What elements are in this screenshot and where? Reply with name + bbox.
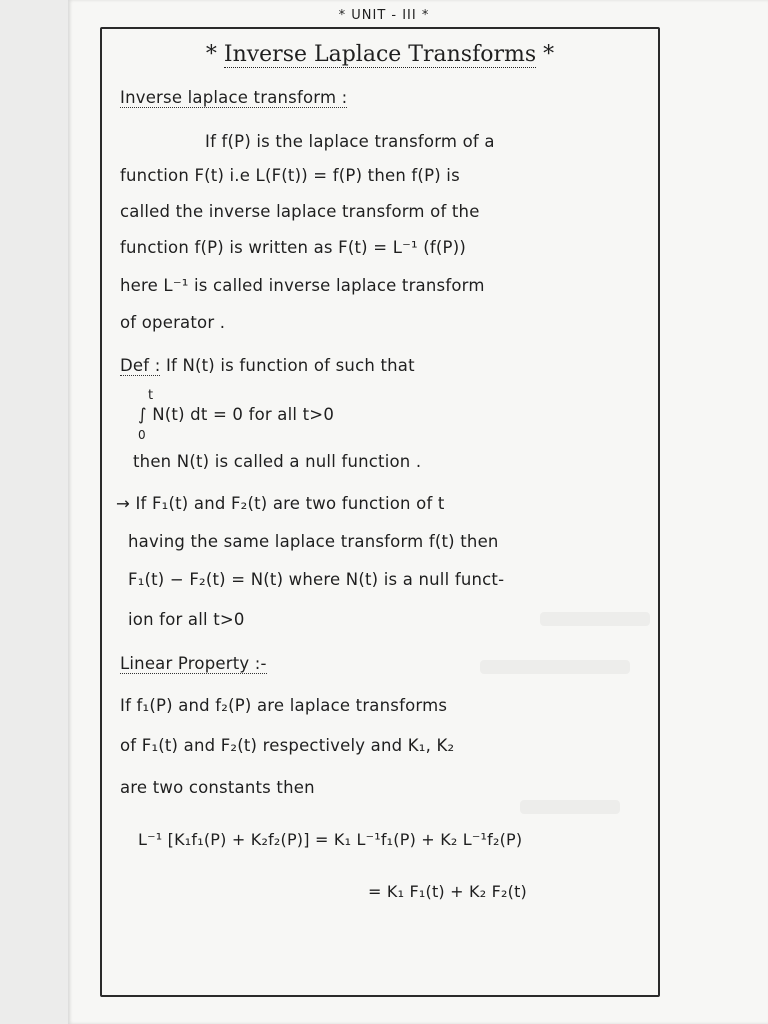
text-line: having the same laplace transform f(t) then xyxy=(128,532,499,551)
title-text: Inverse Laplace Transforms xyxy=(223,42,537,67)
section-heading-linear-property: Linear Property :- xyxy=(120,654,267,673)
title-star-left: * xyxy=(205,42,217,67)
definition-line xyxy=(120,356,415,375)
equation-linear-1: L⁻¹ [K₁f₁(P) + K₂f₂(P)] = K₁ L⁻¹f₁(P) + K₂ L⁻¹f₂(P) xyxy=(138,830,523,849)
text-line: If f₁(P) and f₂(P) are laplace transforms xyxy=(120,696,448,715)
text-line: → If F₁(t) and F₂(t) are two function of t xyxy=(116,494,445,513)
unit-header: * UNIT - III * xyxy=(338,8,430,23)
faint-bleed-through xyxy=(480,660,630,674)
faint-bleed-through xyxy=(520,800,620,814)
integral-lower-limit: 0 xyxy=(138,428,146,442)
definition-label: Def : xyxy=(120,356,161,375)
text-line: of F₁(t) and F₂(t) respectively and K₁, K₂ xyxy=(120,736,455,755)
text-line: If f(P) is the laplace transform of a xyxy=(205,132,495,151)
text-line: function F(t) i.e L(F(t)) = f(P) then f(P) is xyxy=(120,166,460,185)
equation-linear-2: = K₁ F₁(t) + K₂ F₂(t) xyxy=(368,882,528,901)
text-line: F₁(t) − F₂(t) = N(t) where N(t) is a null funct- xyxy=(128,570,505,589)
definition-text: If N(t) is function of such that xyxy=(165,356,415,375)
integral-upper-limit: t xyxy=(148,388,154,403)
section-heading-inverse-laplace: Inverse laplace transform : xyxy=(120,88,348,107)
text-line: called the inverse laplace transform of the xyxy=(120,202,480,221)
text-line: are two constants then xyxy=(120,778,315,797)
text-line: ion for all t>0 xyxy=(128,610,245,629)
text-line: here L⁻¹ is called inverse laplace transform xyxy=(120,276,485,295)
faint-bleed-through xyxy=(540,612,650,626)
text-line: of operator . xyxy=(120,313,226,332)
text-line: function f(P) is written as F(t) = L⁻¹ (f(P)) xyxy=(120,238,466,257)
title-star-right: * xyxy=(543,42,555,67)
page-title xyxy=(100,42,660,67)
null-function-line: then N(t) is called a null function . xyxy=(133,452,422,471)
integral-line: ∫ N(t) dt = 0 for all t>0 xyxy=(138,405,335,424)
